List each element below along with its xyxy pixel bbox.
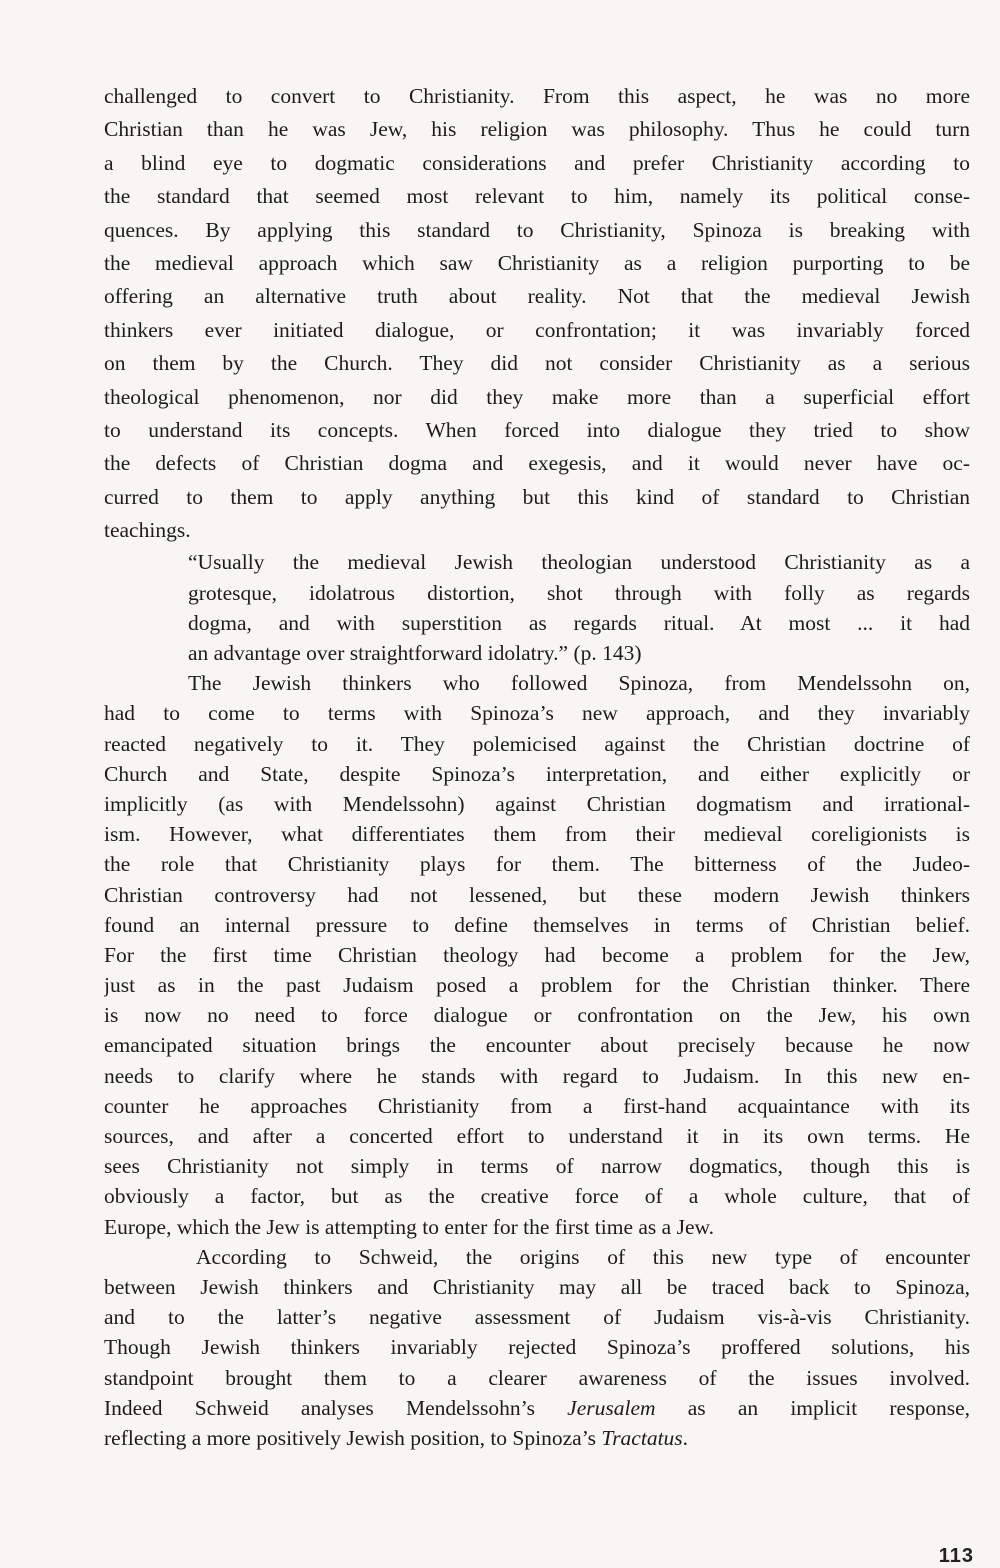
text-line: Europe, which the Jew is attempting to enter for the first time as a Jew.	[104, 1214, 714, 1239]
text-line: teachings.	[104, 518, 191, 543]
text-line: needs to clarify where he stands with regard to Judaism. In this new en-	[104, 1063, 970, 1088]
text-line: Though Jewish thinkers invariably rejected Spinoza’s proffered solutions, his	[104, 1335, 970, 1360]
text-line: to understand its concepts. When forced into dialogue they tried to show	[104, 417, 970, 442]
text-line: reacted negatively to it. They polemicised against the Christian doctrine of	[104, 731, 970, 756]
text-line: had to come to terms with Spinoza’s new approach, and they invariably	[104, 701, 970, 726]
text-line: counter he approaches Christianity from a first-hand acquaintance with its	[104, 1093, 970, 1118]
paragraph-3	[104, 1242, 970, 1453]
text-line: just as in the past Judaism posed a problem for the Christian thinker. There	[104, 973, 970, 998]
quote-line: “Usually the medieval Jewish theologian understood Christianity as a	[188, 550, 970, 575]
text-line: For the first time Christian theology had become a problem for the Jew,	[104, 942, 970, 967]
text-line: sources, and after a concerted effort to understand it in its own terms. He	[104, 1124, 970, 1149]
text-line: quences. By applying this standard to Christianity, Spinoza is breaking with	[104, 217, 970, 242]
paragraph-1	[104, 80, 970, 547]
quote-line: an advantage over straightforward idolatry.” (p. 143)	[188, 641, 642, 666]
text-segment: as an implicit response,	[655, 1395, 970, 1420]
text-line	[104, 1393, 970, 1423]
text-line: The Jewish thinkers who followed Spinoza, from Mendelssohn on,	[188, 671, 970, 696]
block-quote	[188, 547, 970, 668]
text-line: standpoint brought them to a clearer awareness of the issues involved.	[104, 1365, 970, 1390]
book-title-tractatus: Tractatus	[601, 1425, 683, 1450]
quote-line: grotesque, idolatrous distortion, shot through with folly as regards	[188, 580, 970, 605]
text-line: implicitly (as with Mendelssohn) against Christian dogmatism and irrational-	[104, 791, 970, 816]
text-line: According to Schweid, the origins of this new type of encounter	[196, 1244, 970, 1269]
text-line: Church and State, despite Spinoza’s interpretation, and either explicitly or	[104, 761, 970, 786]
text-line: a blind eye to dogmatic considerations and prefer Christianity according to	[104, 150, 970, 175]
text-line: Christian controversy had not lessened, but these modern Jewish thinkers	[104, 882, 970, 907]
text-line: ism. However, what differentiates them from their medieval coreligionists is	[104, 822, 970, 847]
paragraph-2	[104, 668, 970, 1242]
text-line: emancipated situation brings the encounter about precisely because he now	[104, 1033, 970, 1058]
text-line: thinkers ever initiated dialogue, or confrontation; it was invariably forced	[104, 317, 970, 342]
text-line: challenged to convert to Christianity. From this aspect, he was no more	[104, 84, 970, 108]
text-line: the defects of Christian dogma and exegesis, and it would never have oc-	[104, 451, 970, 476]
text-line: sees Christianity not simply in terms of narrow dogmatics, though this is	[104, 1154, 970, 1179]
text-line: is now no need to force dialogue or confrontation on the Jew, his own	[104, 1003, 970, 1028]
text-segment: Indeed Schweid analyses Mendelssohn’s	[104, 1395, 568, 1420]
text-line: curred to them to apply anything but this kind of standard to Christian	[104, 484, 970, 509]
text-line: offering an alternative truth about reality. Not that the medieval Jewish	[104, 284, 970, 309]
page-number: 113	[938, 1545, 974, 1567]
text-segment: .	[682, 1425, 689, 1450]
text-line	[104, 1423, 970, 1453]
text-line: the role that Christianity plays for them. The bitterness of the Judeo-	[104, 852, 970, 877]
text-line: the medieval approach which saw Christianity as a religion purporting to be	[104, 250, 970, 275]
text-segment: reflecting a more positively Jewish position, to Spinoza’s	[104, 1425, 602, 1450]
text-line: and to the latter’s negative assessment of Judaism vis-à-vis Christianity.	[104, 1305, 970, 1330]
text-line: Christian than he was Jew, his religion was philosophy. Thus he could turn	[104, 117, 970, 142]
text-line: the standard that seemed most relevant to him, namely its political conse-	[104, 184, 970, 209]
quote-line: dogma, and with superstition as regards ritual. At most ... it had	[188, 610, 970, 635]
text-line: on them by the Church. They did not consider Christianity as a serious	[104, 351, 970, 376]
book-title-jerusalem: Jerusalem	[567, 1395, 656, 1420]
book-page	[104, 80, 970, 1453]
text-line: obviously a factor, but as the creative force of a whole culture, that of	[104, 1184, 970, 1209]
text-line: between Jewish thinkers and Christianity may all be traced back to Spinoza,	[104, 1274, 970, 1299]
text-line: theological phenomenon, nor did they make more than a superficial effort	[104, 384, 970, 409]
text-line: found an internal pressure to define themselves in terms of Christian belief.	[104, 912, 970, 937]
